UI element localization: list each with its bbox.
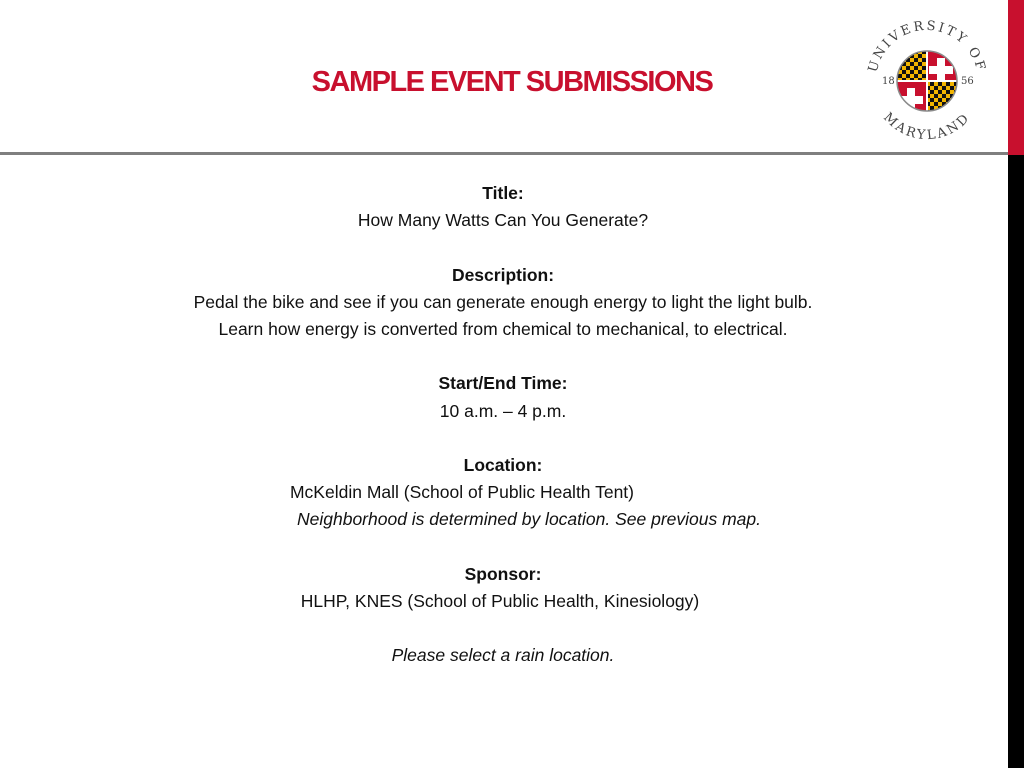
event-sponsor-label: Sponsor: xyxy=(464,563,542,584)
event-sponsor-value: HLHP, KNES (School of Public Health, Kinesiology) xyxy=(300,590,700,611)
seal-graphic xyxy=(862,14,992,144)
spacer xyxy=(0,615,1006,642)
seal-arc-top-text: UNIVERSITY OF xyxy=(865,18,989,75)
event-time-value: 10 a.m. – 4 p.m. xyxy=(439,400,567,421)
spacer xyxy=(0,343,1006,370)
spacer xyxy=(0,234,1006,261)
university-seal-logo xyxy=(862,14,992,144)
event-time-label: Start/End Time: xyxy=(438,373,568,394)
seal-year-right: 56 xyxy=(961,76,974,87)
slide-title: SAMPLE EVENT SUBMISSIONS xyxy=(311,66,713,98)
header-divider xyxy=(0,152,1008,155)
event-title-label: Title: xyxy=(482,183,524,203)
spacer xyxy=(0,534,1006,561)
event-location-note: Neighborhood is determined by location. See previous map. xyxy=(296,509,762,530)
event-description-line-1: Pedal the bike and see if you can generate enough energy to light the light bulb. xyxy=(193,291,813,312)
event-description-label: Description: xyxy=(451,264,555,285)
event-description-line-2: Learn how energy is converted from chemical to mechanical, to electrical. xyxy=(218,319,788,339)
event-location-label: Location: xyxy=(463,454,543,475)
seal-arc-bottom-text: MARYLAND xyxy=(880,110,974,144)
spacer xyxy=(0,425,1006,452)
event-details xyxy=(0,180,1006,670)
side-accent-bar-black xyxy=(1008,155,1024,768)
event-rain-note: Please select a rain location. xyxy=(391,645,615,666)
seal-year-left: 18 xyxy=(882,76,895,87)
event-title-value: How Many Watts Can You Generate? xyxy=(357,210,649,231)
event-location-value: McKeldin Mall (School of Public Health Tent) xyxy=(289,482,634,503)
